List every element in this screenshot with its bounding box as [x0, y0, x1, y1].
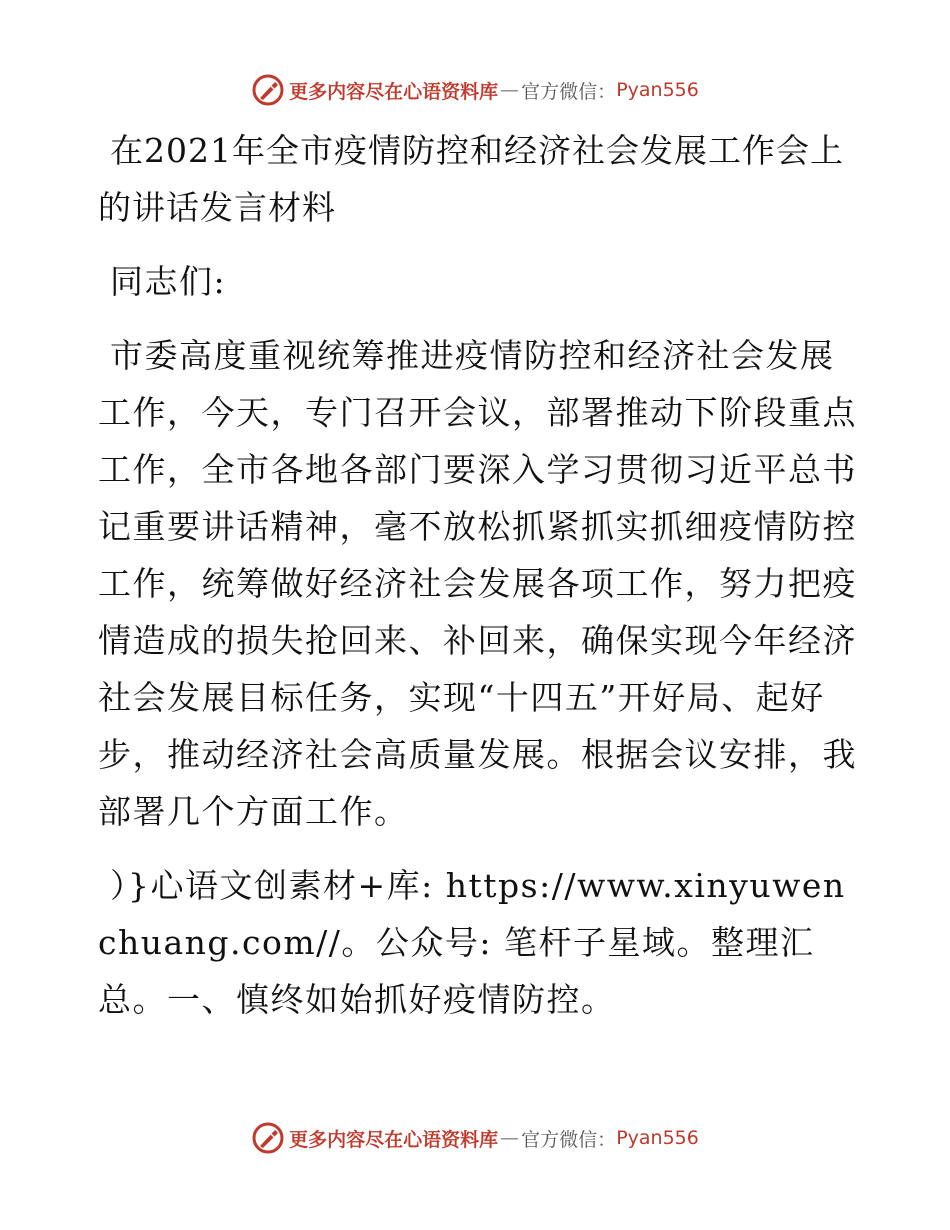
- banner-wechat-id: Pyan556: [616, 79, 699, 101]
- footer-watermark-banner: [0, 1118, 950, 1158]
- banner-wechat-label: 官方微信：: [521, 80, 617, 103]
- quill-logo-icon: [251, 1121, 285, 1155]
- salutation: 同志们:: [110, 262, 227, 301]
- banner-wechat-label: 官方微信：: [521, 1128, 617, 1151]
- banner-dash: —: [500, 79, 520, 101]
- header-watermark-banner: [0, 70, 950, 110]
- quill-logo-icon: [251, 73, 285, 107]
- banner-text: 更多内容尽在心语资料库: [289, 80, 499, 103]
- document-title: 在2021年全市疫情防控和经济社会发展工作会上的讲话发言材料: [98, 131, 844, 227]
- banner-wechat-id: Pyan556: [616, 1127, 699, 1149]
- document-content: [98, 122, 858, 1045]
- source-note: ）}心语文创素材+库: https://www.xinyuwenchuang.com//。公众号: 笔杆子星域。整理汇总。一、慎终如始抓好疫情防控。: [98, 866, 846, 1019]
- banner-text: 更多内容尽在心语资料库: [289, 1128, 499, 1151]
- banner-dash: —: [500, 1127, 520, 1149]
- body-paragraph: 市委高度重视统筹推进疫情防控和经济社会发展工作，今天，专门召开会议，部署推动下阶段重点工作，全市各地各部门要深入学习贯彻习近平总书记重要讲话精神，毫不放松抓紧抓实抓细疫情防控工作，统筹做好经济社会发展各项工作，努力把疫情造成的损失抢回来、补回来，确保实现今年经济社会发展目标任务，实现“十四五”开好局、起好步，推动经济社会高质量发展。根据会议安排，我部署几个方面工作。: [98, 336, 857, 831]
